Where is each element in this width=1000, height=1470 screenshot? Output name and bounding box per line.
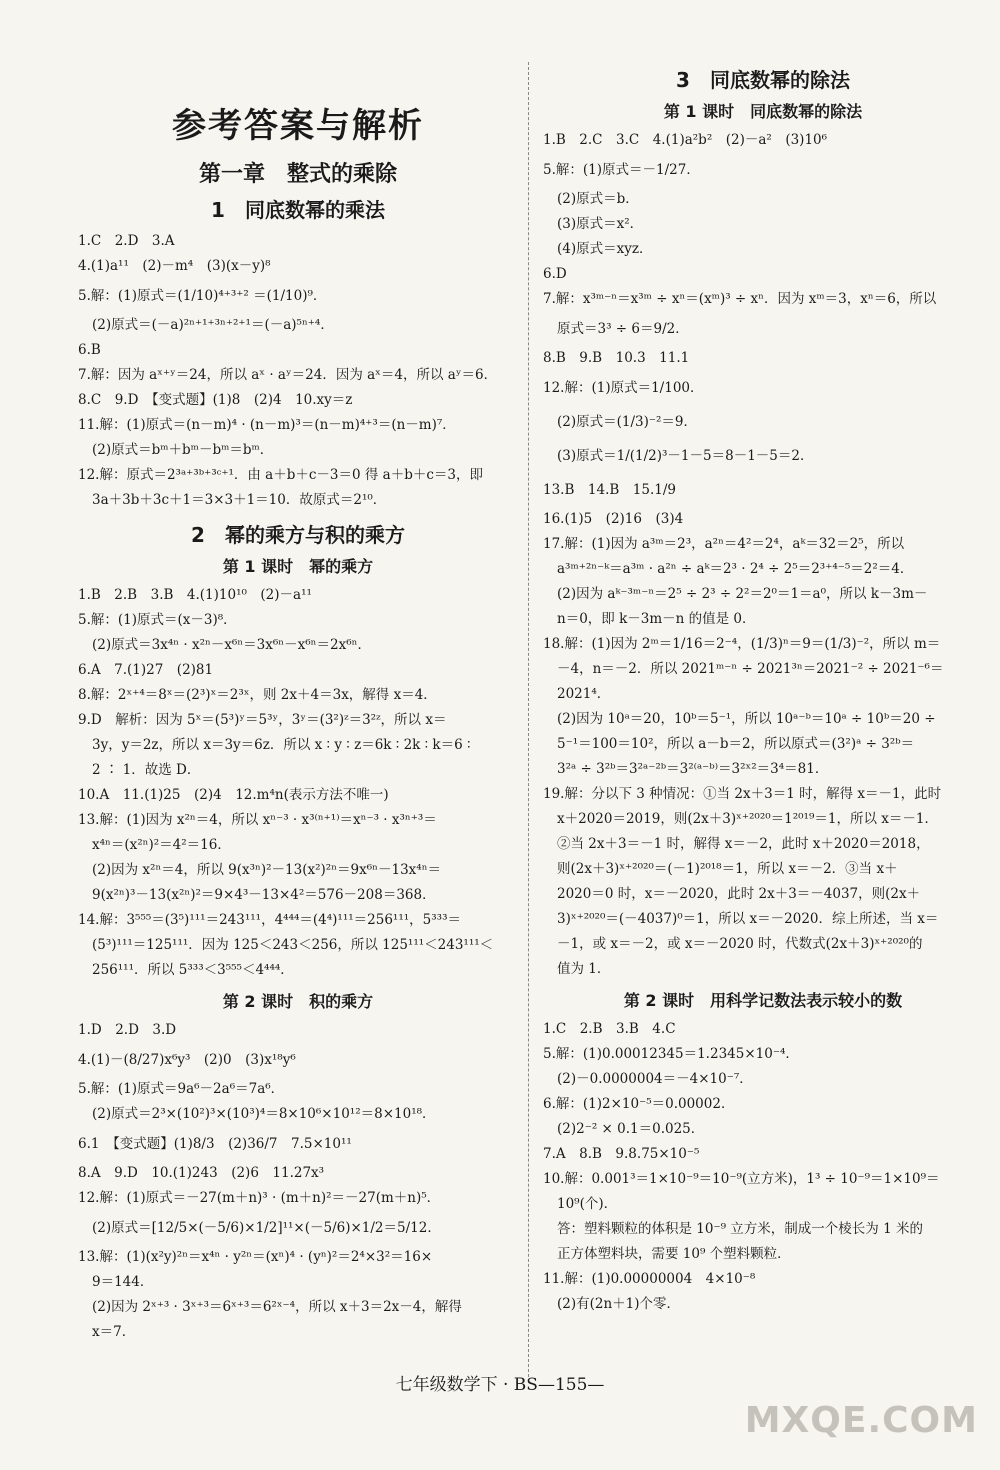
section-2-lesson-2-answers — [78, 1018, 518, 1345]
answer-line: 5.解：(1)原式＝(1/10)⁴⁺³⁺² ＝(1/10)⁹． — [78, 288, 327, 304]
lesson-title: 第 1 课时 同底数幂的除法 — [663, 102, 863, 121]
answer-line: 7.A 8.B 9.8.75×10⁻⁵ — [543, 1146, 700, 1162]
answer-line: 2020＝0 时，x＝－2020，此时 2x＋3＝－4037，则(2x＋ — [557, 886, 921, 902]
answer-line: 16.(1)5 (2)16 (3)4 — [543, 511, 684, 527]
answer-line: 19.解：分以下 3 种情况：①当 2x＋3＝1 时，解得 x＝－1，此时 — [543, 786, 942, 802]
section-1-answers — [78, 229, 518, 513]
page-title: 参考答案与解析 — [172, 106, 424, 146]
answer-line: x＋2020＝2019，则(2x＋3)ˣ⁺²⁰²⁰＝1²⁰¹⁹＝1，所以 x＝－1． — [557, 811, 938, 827]
answer-line: 9(x²ⁿ)³－13(x²ⁿ)²＝9×4³－13×4²＝576－208＝368． — [92, 887, 436, 903]
answer-line: (2)有(2n＋1)个零． — [557, 1296, 681, 1312]
answer-line: 4.(1)a¹¹ (2)－m⁴ (3)(x－y)⁸ — [78, 258, 271, 274]
answer-line: 11.解：(1)0.00000004 4×10⁻⁸ — [543, 1271, 756, 1287]
answer-line: －4，n＝－2．所以 2021ᵐ⁻ⁿ ÷ 2021³ⁿ＝2021⁻² ÷ 2021⁻⁶＝ — [557, 661, 944, 677]
answer-line: 1.B 2.C 3.C 4.(1)a²b² (2)－a² (3)10⁶ — [543, 132, 828, 148]
answer-line: (4)原式＝xyz． — [557, 241, 653, 257]
answer-line: (2)2⁻² × 0.1＝0.025． — [557, 1121, 705, 1137]
answer-line: 8.C 9.D 【变式题】(1)8 (2)4 10.xy＝z — [78, 392, 353, 408]
answer-line: (2)－0.0000004＝－4×10⁻⁷． — [557, 1071, 753, 1087]
answer-line: 6.B — [78, 342, 101, 358]
answer-line: 12.解：原式＝2³ᵃ⁺³ᵇ⁺³ᶜ⁺¹．由 a＋b＋c－3＝0 得 a＋b＋c＝3，即 — [78, 467, 484, 483]
answer-line: 8.解：2ˣ⁺⁴＝8ˣ＝(2³)ˣ＝2³ˣ，则 2x＋4＝3x，解得 x＝4． — [78, 687, 437, 703]
answer-line: 13.解：(1)因为 x²ⁿ＝4，所以 xⁿ⁻³ · x³⁽ⁿ⁺¹⁾＝xⁿ⁻³ · x³ⁿ⁺³＝ — [78, 812, 437, 828]
answer-line: (2)原式＝(－a)²ⁿ⁺¹⁺³ⁿ⁺²⁺¹＝(－a)⁵ⁿ⁺⁴． — [92, 317, 334, 333]
right-column — [543, 58, 983, 1317]
section-1-title: 1 同底数幂的乘法 — [211, 198, 385, 222]
answer-line: 17.解：(1)因为 a³ᵐ＝2³，a²ⁿ＝4²＝2⁴，aᵏ＝32＝2⁵，所以 — [543, 536, 905, 552]
answer-line: 5.解：(1)原式＝(x－3)⁸． — [78, 612, 237, 628]
section-3-lesson-1-answers — [543, 128, 983, 982]
answer-line: 14.解：3⁵⁵⁵＝(3⁵)¹¹¹＝243¹¹¹，4⁴⁴⁴＝(4⁴)¹¹¹＝256¹¹¹，5³³³＝ — [78, 912, 461, 928]
answer-line: (3)原式＝x²． — [557, 216, 644, 232]
answer-line: (2)因为 x²ⁿ＝4，所以 9(x³ⁿ)²－13(x²)²ⁿ＝9x⁶ⁿ－13x⁴ⁿ＝ — [92, 862, 442, 878]
answer-line: 6.A 7.(1)27 (2)81 — [78, 662, 214, 678]
answer-line: 2021⁴． — [557, 686, 611, 702]
left-column — [78, 58, 518, 1345]
answer-line: 5⁻¹＝100＝10²，所以 a－b＝2，所以原式＝(3²)ᵃ ÷ 3²ᵇ＝ — [557, 736, 915, 752]
answer-line: (2)原式＝[12/5×(－5/6)×1/2]¹¹×(－5/6)×1/2＝5/12． — [92, 1220, 441, 1236]
answer-line: 8.A 9.D 10.(1)243 (2)6 11.27x³ — [78, 1165, 325, 1181]
answer-line: x⁴ⁿ＝(x²ⁿ)²＝4²＝16． — [92, 837, 231, 853]
answer-line: 1.C 2.B 3.B 4.C — [543, 1021, 676, 1037]
answer-line: (2)因为 2ˣ⁺³ · 3ˣ⁺³＝6ˣ⁺³＝6²ˣ⁻⁴，所以 x＋3＝2x－4，解得 — [92, 1299, 462, 1315]
answer-line: 1.B 2.B 3.B 4.(1)10¹⁰ (2)－a¹¹ — [78, 587, 312, 603]
answer-line: 原式＝3³ ÷ 6＝9/2． — [557, 321, 689, 337]
answer-line: (2)因为 aᵏ⁻³ᵐ⁻ⁿ＝2⁵ ÷ 2³ ÷ 2²＝2⁰＝1＝a⁰，所以 k－3m－ — [557, 586, 928, 602]
answer-line: 12.解：(1)原式＝1/100． — [543, 380, 704, 396]
answer-line: 3²ᵃ ÷ 3²ᵇ＝3²ᵃ⁻²ᵇ＝3²⁽ᵃ⁻ᵇ⁾＝3²ˣ²＝3⁴＝81． — [557, 761, 829, 777]
lesson-title: 第 1 课时 幂的乘方 — [222, 557, 374, 576]
answer-line: 18.解：(1)因为 2ᵐ＝1/16＝2⁻⁴，(1/3)ⁿ＝9＝(1/3)⁻²，所以 m＝ — [543, 636, 941, 652]
column-divider — [528, 62, 529, 1382]
answer-line: 10⁹(个)． — [557, 1196, 618, 1212]
answer-line: 1.C 2.D 3.A — [78, 233, 175, 249]
section-2-lesson-1-answers — [78, 583, 518, 983]
answer-line: 9.D 解析：因为 5ˣ＝(5³)ʸ＝5³ʸ，3ʸ＝(3²)ᶻ＝3²ᶻ，所以 x＝ — [78, 712, 447, 728]
section-3-title: 3 同底数幂的除法 — [676, 68, 850, 92]
answer-line: 答：塑料颗粒的体积是 10⁻⁹ 立方米，制成一个棱长为 1 米的 — [557, 1221, 923, 1237]
answer-line: 则(2x＋3)ˣ⁺²⁰²⁰＝(－1)²⁰¹⁸＝1，所以 x＝－2．③当 x＋ — [557, 861, 898, 877]
answer-line: 值为 1． — [557, 961, 611, 977]
answer-line: 12.解：(1)原式＝－27(m＋n)³ · (m＋n)²＝－27(m＋n)⁵． — [78, 1190, 441, 1206]
lesson-title: 第 2 课时 用科学记数法表示较小的数 — [623, 991, 903, 1010]
answer-line: (2)原式＝bᵐ＋bᵐ－bᵐ＝bᵐ． — [92, 442, 274, 458]
answer-line: 9＝144． — [92, 1274, 154, 1290]
answer-line: 13.解：(1)(x²y)²ⁿ＝x⁴ⁿ · y²ⁿ＝(xⁿ)⁴ · (yⁿ)²＝2⁴×3²＝16× — [78, 1249, 433, 1265]
section-3-lesson-2-answers — [543, 1017, 983, 1317]
answer-line: ②当 2x＋3＝－1 时，解得 x＝－2，此时 x＋2020＝2018， — [557, 836, 930, 852]
answer-line: 3a＋3b＋3c＋1＝3×3＋1＝10．故原式＝2¹⁰． — [92, 492, 387, 508]
answer-line: 5.解：(1)原式＝－1/27． — [543, 162, 700, 178]
answer-line: 11.解：(1)原式＝(n－m)⁴ · (n－m)³＝(n－m)⁴⁺³＝(n－m)⁷． — [78, 417, 456, 433]
answer-line: x＝7． — [92, 1324, 136, 1340]
answer-line: 5.解：(1)原式＝9a⁶－2a⁶＝7a⁶． — [78, 1081, 285, 1097]
answer-line: (2)原式＝(1/3)⁻²＝9． — [557, 414, 698, 430]
answer-line: 10.解：0.001³＝1×10⁻⁹＝10⁻⁹(立方米)，1³ ÷ 10⁻⁹＝1×10⁹＝ — [543, 1171, 940, 1187]
answer-line: (2)因为 10ᵃ＝20，10ᵇ＝5⁻¹，所以 10ᵃ⁻ᵇ＝10ᵃ ÷ 10ᵇ＝20 ÷ — [557, 711, 936, 727]
answer-line: 4.(1)－(8/27)x⁶y³ (2)0 (3)x¹⁸y⁶ — [78, 1052, 296, 1068]
answer-line: 3)ˣ⁺²⁰²⁰＝(－4037)⁰＝1，所以 x＝－2020．综上所述，当 x＝ — [557, 911, 939, 927]
lesson-title: 第 2 课时 积的乘方 — [222, 992, 374, 1011]
answer-line: 6.1 【变式题】(1)8/3 (2)36/7 7.5×10¹¹ — [78, 1136, 352, 1152]
answer-line: 7.解：x³ᵐ⁻ⁿ＝x³ᵐ ÷ xⁿ＝(xᵐ)³ ÷ xⁿ．因为 xᵐ＝3，xⁿ＝6，所以 — [543, 291, 937, 307]
answer-line: 6.D — [543, 266, 567, 282]
answer-line: n＝0，即 k－3m－n 的值是 0． — [557, 611, 756, 627]
answer-line: 3y，y＝2z，所以 x＝3y＝6z．所以 x ∶ y ∶ z＝6k ∶ 2k ∶ k＝6 ∶ — [92, 737, 471, 753]
answer-line: a³ᵐ⁺²ⁿ⁻ᵏ＝a³ᵐ · a²ⁿ ÷ aᵏ＝2³ · 2⁴ ÷ 2⁵＝2³⁺⁴⁻⁵＝2²＝4． — [557, 561, 914, 577]
answer-line: 13.B 14.B 15.1/9 — [543, 482, 676, 498]
answer-line: 8.B 9.B 10.3 11.1 — [543, 350, 690, 366]
answer-line: (2)原式＝3x⁴ⁿ · x²ⁿ－x⁶ⁿ＝3x⁶ⁿ－x⁶ⁿ＝2x⁶ⁿ． — [92, 637, 371, 653]
site-watermark: MXQE.COM — [744, 1400, 978, 1441]
answer-line: 正方体塑料块，需要 10⁹ 个塑料颗粒． — [557, 1246, 791, 1262]
section-2-title: 2 幂的乘方与积的乘方 — [191, 523, 405, 547]
answer-line: (5³)¹¹¹＝125¹¹¹．因为 125＜243＜256，所以 125¹¹¹＜243¹¹¹＜ — [92, 937, 494, 953]
answer-line: －1，或 x＝－2，或 x＝－2020 时，代数式(2x＋3)ˣ⁺²⁰²⁰的 — [557, 936, 923, 952]
answer-line: (2)原式＝b． — [557, 191, 639, 207]
page-footer: 七年级数学下 · BS—155— — [395, 1375, 605, 1395]
answer-line: (3)原式＝1/(1/2)³－1－5＝8－1－5＝2． — [557, 448, 814, 464]
answer-line: 5.解：(1)0.00012345＝1.2345×10⁻⁴． — [543, 1046, 799, 1062]
answer-line: 6.解：(1)2×10⁻⁵＝0.00002． — [543, 1096, 735, 1112]
chapter-title: 第一章 整式的乘除 — [198, 162, 397, 187]
answer-line: 1.D 2.D 3.D — [78, 1022, 177, 1038]
answer-line: 2 ∶ 1．故选 D． — [92, 762, 201, 778]
answer-line: 256¹¹¹．所以 5³³³＜3⁵⁵⁵＜4⁴⁴⁴． — [92, 962, 294, 978]
answer-line: 10.A 11.(1)25 (2)4 12.m⁴n(表示方法不唯一) — [78, 787, 389, 803]
answer-line: 7.解：因为 aˣ⁺ʸ＝24，所以 aˣ · aʸ＝24．因为 aˣ＝4，所以 aʸ＝6． — [78, 367, 498, 383]
answer-line: (2)原式＝2³×(10²)³×(10³)⁴＝8×10⁶×10¹²＝8×10¹⁸． — [92, 1106, 436, 1122]
